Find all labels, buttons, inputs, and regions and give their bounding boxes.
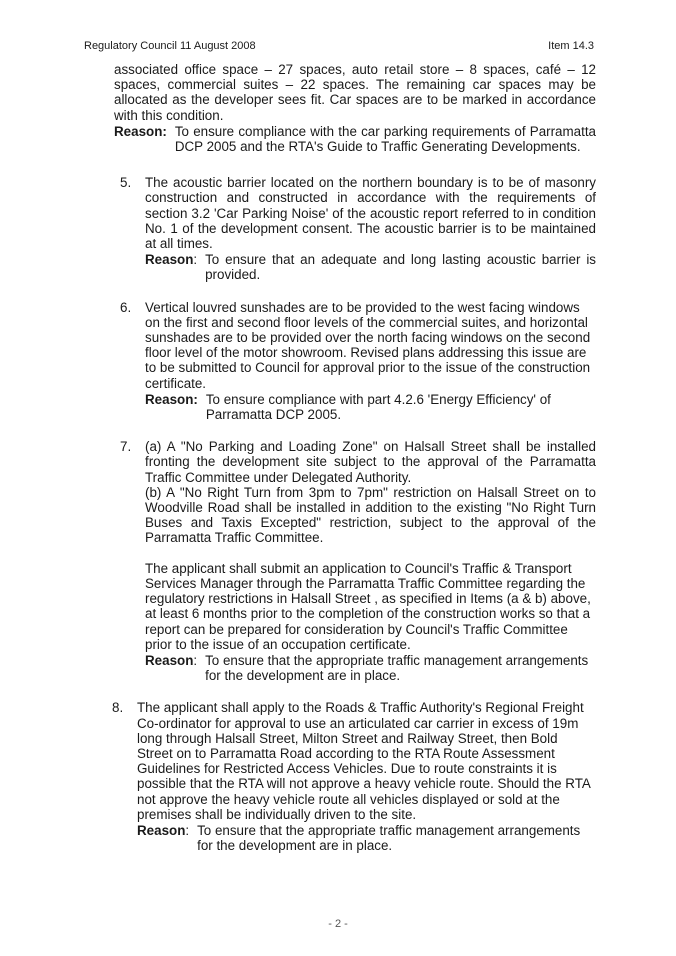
reason-label: Reason:	[145, 652, 198, 668]
item-number: Item 14.3	[548, 40, 594, 52]
condition-text-a: (a) A "No Parking and Loading Zone" on Halsall Street shall be installed fronting the development site subject to the approval of the Parramatta Traffic Committee under Delegated Authority.	[145, 439, 596, 485]
reason-block	[114, 124, 596, 154]
reason-block	[145, 653, 596, 683]
reason-label: Reason:	[145, 391, 198, 407]
reason-text: To ensure that the appropriate traffic management arrangements for the development are in place.	[197, 822, 581, 854]
condition-5	[114, 175, 596, 282]
reason-block	[145, 392, 596, 422]
condition-text-b: (b) A "No Right Turn from 3pm to 7pm" restriction on Halsall Street on to Woodville Road shall be installed in addition to the existing "No Right Turn Buses and Taxis Excepted" restriction, subject to the approval of the Parramatta Traffic Committee.	[145, 484, 596, 546]
reason-label: Reason:	[114, 123, 167, 139]
condition-text: The applicant shall apply to the Roads & Traffic Authority's Regional Freight Co-ordinator for approval to use an articulated car carrier in excess of 19m long through Halsall Street, Milton Street and Railway Street, then Bold Street on to Parramatta Road according to the RTA Route Assessment Guidelines for Restricted Access Vehicles. Due to route constraints it is possible that the RTA will not approve a heavy vehicle route. Should the RTA not approve the heavy vehicle route all vehicles displayed or sold at the premises shall be individually driven to the site.	[137, 700, 591, 822]
meeting-title: Regulatory Council 11 August 2008	[84, 40, 256, 52]
condition-number: 5.	[120, 175, 132, 191]
condition-6	[114, 300, 596, 423]
reason-block	[145, 252, 596, 282]
condition-continuation	[114, 62, 596, 154]
condition-text: The acoustic barrier located on the northern boundary is to be of masonry construction and constructed in accordance with the requirements of section 3.2 'Car Parking Noise' of the acoustic report referred to in condition No. 1 of the development consent. The acoustic barrier is to be maintained at all times.	[145, 175, 596, 252]
reason-text: To ensure compliance with part 4.2.6 'Energy Efficiency' of Parramatta DCP 2005.	[205, 391, 551, 423]
condition-8	[106, 700, 596, 853]
reason-label: Reason:	[145, 252, 198, 268]
condition-number: 6.	[120, 299, 132, 315]
condition-text: Vertical louvred sunshades are to be provided to the west facing windows on the first and second floor levels of the commercial suites, and horizontal sunshades are to be provided over the north facing windows on the second floor level of the motor showroom. Revised plans addressing this issue are to be submitted to Council for approval prior to the issue of the construction certificate.	[145, 299, 591, 391]
reason-label: Reason:	[137, 822, 190, 838]
reason-text: To ensure that an adequate and long lasting acoustic barrier is provided.	[205, 252, 596, 283]
condition-number: 7.	[120, 439, 132, 455]
condition-number: 8.	[112, 700, 124, 716]
reason-text: To ensure that the appropriate traffic management arrangements for the development are in place.	[205, 652, 589, 684]
reason-block	[137, 823, 596, 853]
condition-7	[114, 439, 596, 683]
document-body	[114, 62, 596, 853]
reason-text: To ensure compliance with the car parking requirements of Parramatta DCP 2005 and the RTA's Guide to Traffic Generating Developments.	[174, 123, 596, 155]
page-number: - 2 -	[328, 918, 348, 930]
condition-text-application: The applicant shall submit an application to Council's Traffic & Transport Services Manager through the Parramatta Traffic Committee regarding the regulatory restrictions in Halsall Street , as specified in Items (a & b) above, at least 6 months prior to the completion of the construction works so that a report can be prepared for consideration by Council's Traffic Committee prior to the issue of an occupation certificate.	[145, 560, 591, 652]
condition-text: associated office space – 27 spaces, auto retail store – 8 spaces, café – 12 spaces, commercial suites – 22 spaces. The remaining car spaces may be allocated as the developer sees fit. Car spaces are to be marked in accordance with this condition.	[114, 62, 596, 123]
